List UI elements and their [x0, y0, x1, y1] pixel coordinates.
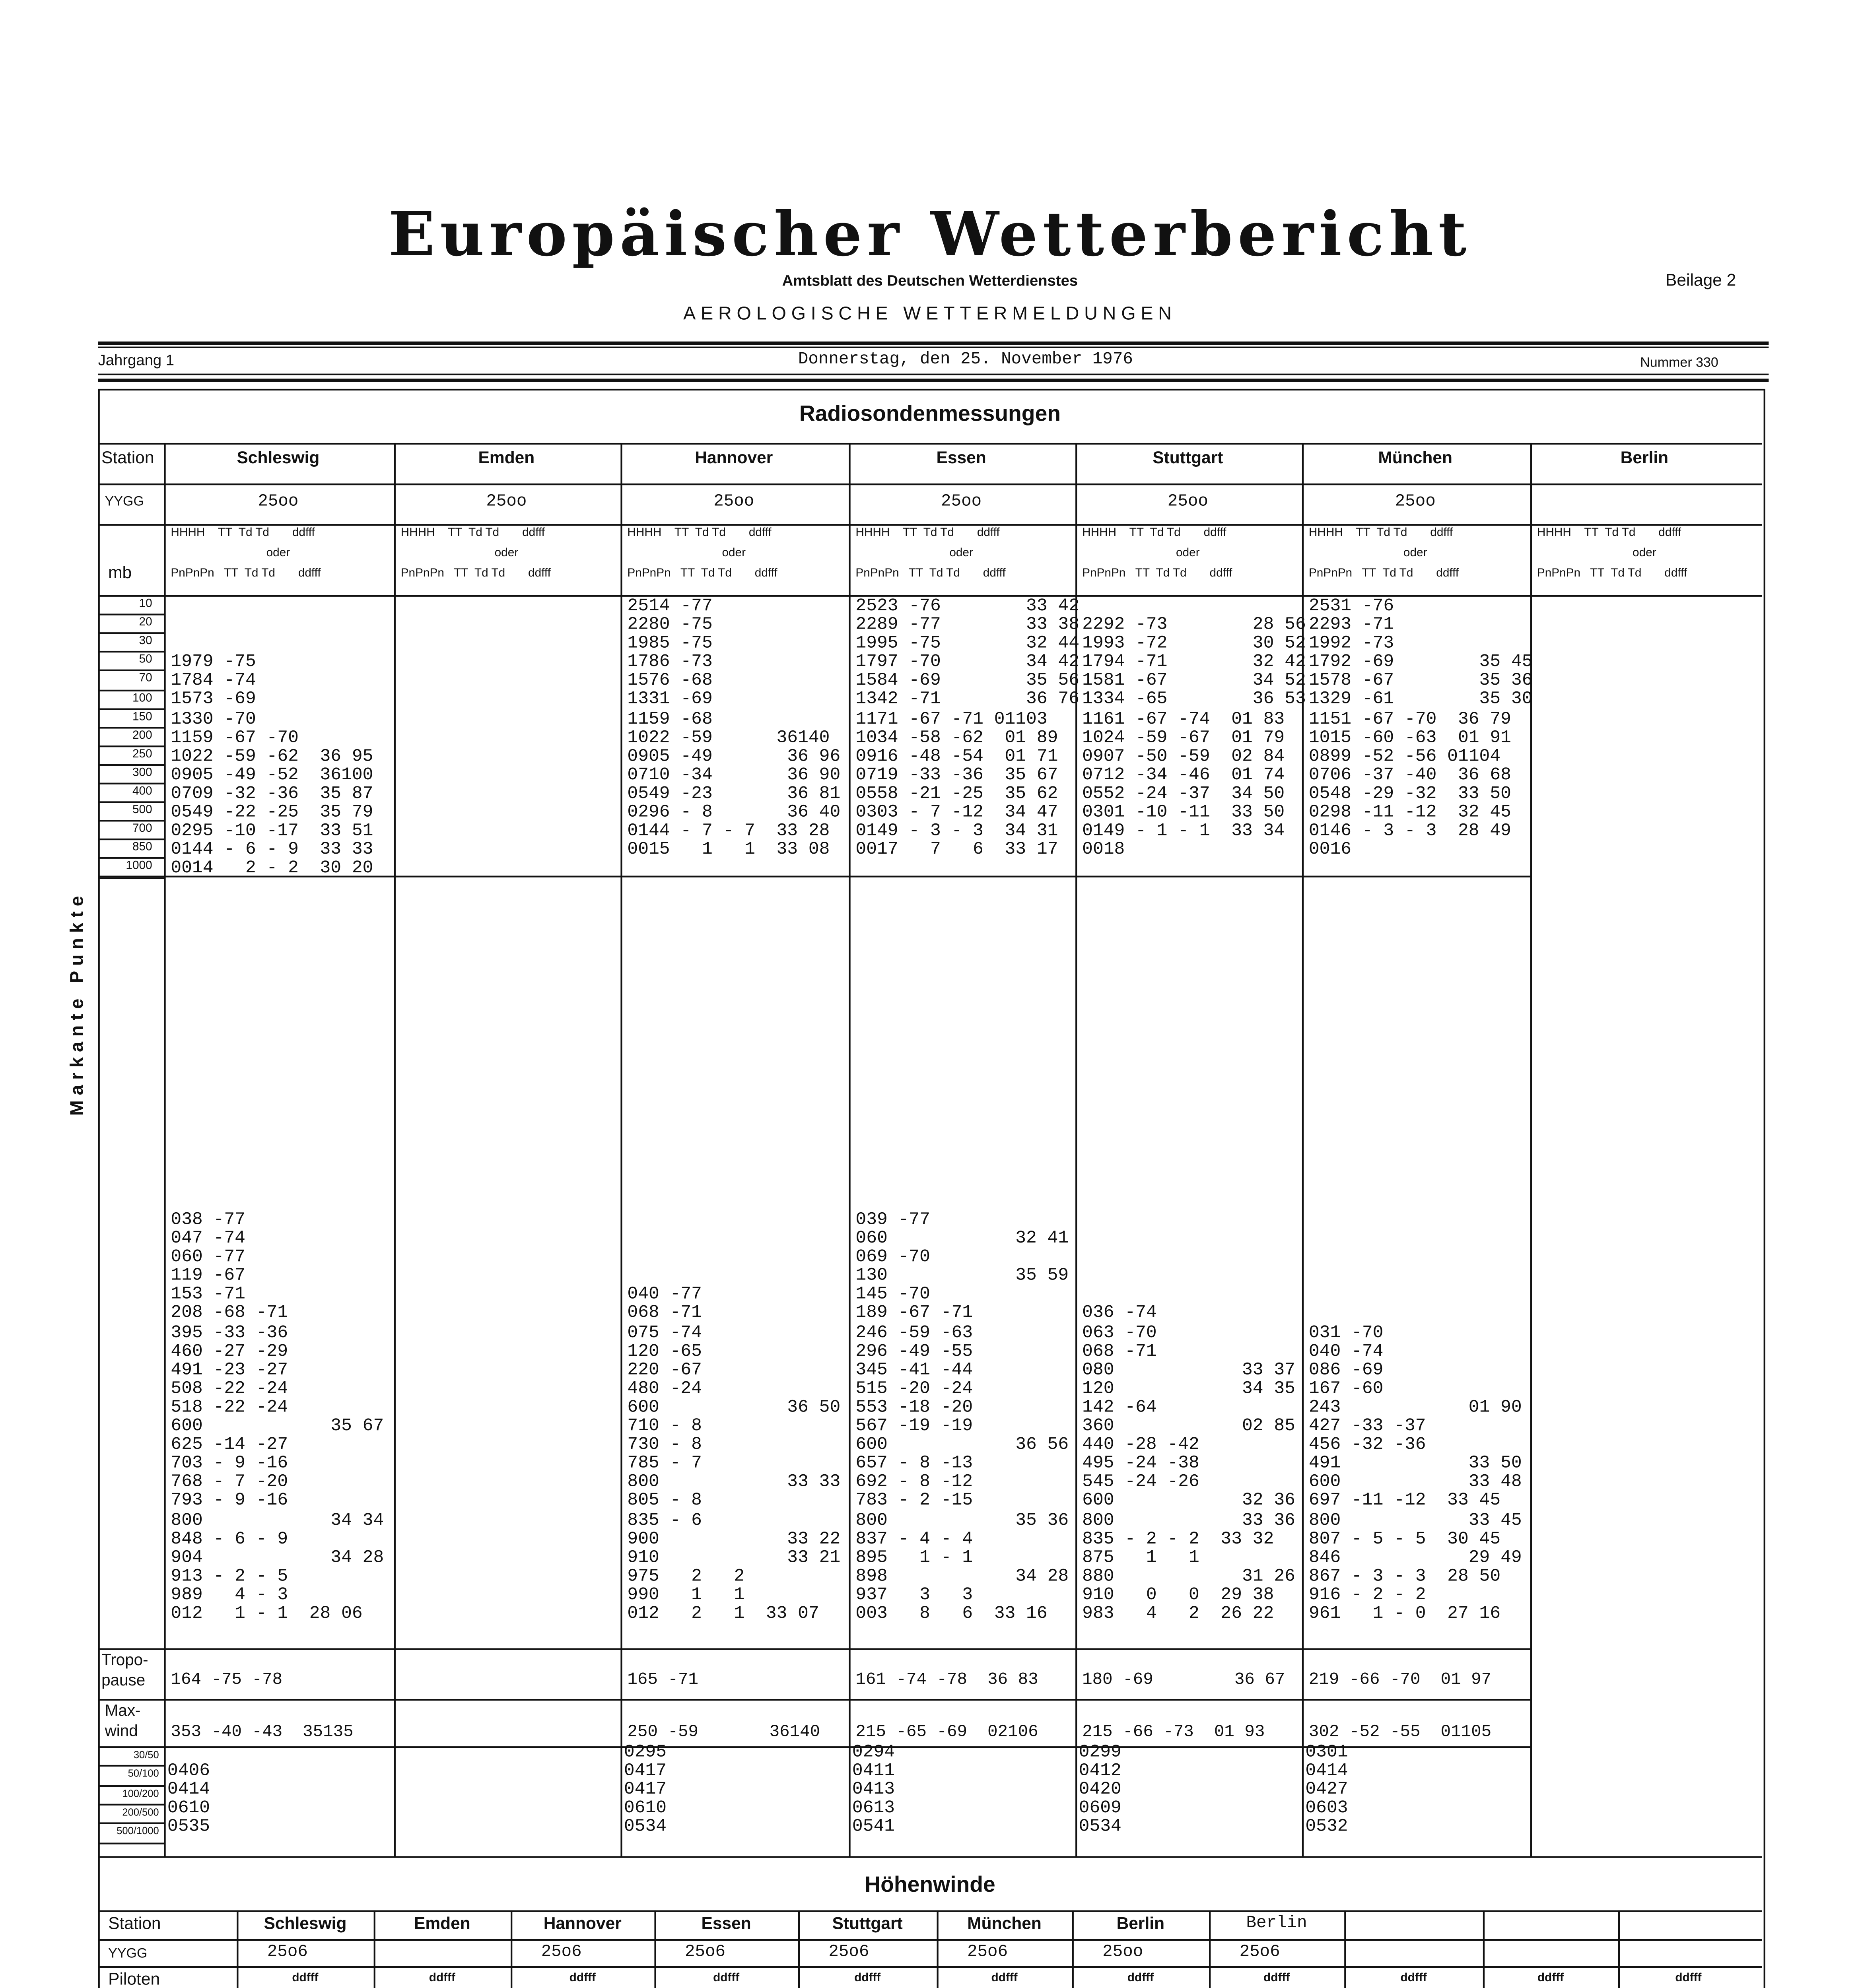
tropopause-5: 180 -69 36 67: [1082, 1672, 1285, 1691]
hw-ddfff-header: ddfff: [569, 1972, 596, 1985]
column-header-b: PnPnPn TT Td Td ddfff: [171, 568, 321, 580]
column-header-b: PnPnPn TT Td Td ddfff: [1537, 568, 1687, 580]
radiosonde-station-1: Schleswig: [237, 449, 320, 468]
thickness-1: 0406 0414 0610 0535: [167, 1761, 210, 1839]
pressure-level: 500: [132, 805, 152, 817]
hw-ddfff-header: ddfff: [713, 1972, 740, 1985]
tropopause-6: 219 -66 -70 01 97: [1308, 1672, 1492, 1691]
column-header-b: PnPnPn TT Td Td ddfff: [627, 568, 777, 580]
hw-ddfff-header: ddfff: [1263, 1972, 1290, 1985]
hw-ddfff-header: ddfff: [1537, 1972, 1564, 1985]
pressure-level: 20: [139, 617, 152, 629]
pressure-level: 10: [139, 598, 152, 610]
grid-line: [98, 1699, 1530, 1701]
hw-yygg-8: 25o6: [1239, 1944, 1280, 1963]
column-header-a: HHHH TT Td Td ddfff: [171, 527, 315, 540]
maxwind-6: 302 -52 -55 01105: [1308, 1724, 1492, 1743]
pressure-level: 400: [132, 786, 152, 798]
maxwind-5: 215 -66 -73 01 93: [1082, 1724, 1265, 1743]
pressure-level: 100: [132, 692, 152, 704]
mandatory-levels-3: 2514 -77 2280 -75 1985 -75 1786 -73 1576 -68 1331 -69 1159 -68 1022 -59 36140 0905 -49 36 96 0710 -34 36 90 0549 -23 36 81 0296 - 8 36 40 0144 - 7 - 7 33 28 0015 1 1 33 08: [627, 596, 841, 861]
thickness-5: 0299 0412 0420 0609 0534: [1079, 1743, 1121, 1839]
hw-ddfff-header: ddfff: [429, 1972, 455, 1985]
tropopause-1: 164 -75 -78: [171, 1672, 283, 1691]
thickness-6: 0301 0414 0427 0603 0532: [1305, 1743, 1348, 1839]
grid-line: [98, 1856, 1762, 1858]
section-heading: AEROLOGISCHE WETTERMELDUNGEN: [683, 304, 1177, 325]
column-header-a: HHHH TT Td Td ddfff: [627, 527, 772, 540]
pressure-level: 700: [132, 823, 152, 836]
hw-ddfff-header: ddfff: [991, 1972, 1018, 1985]
maxwind-label-2: wind: [105, 1722, 138, 1741]
maxwind-3: 250 -59 36140: [627, 1724, 820, 1743]
hw-ddfff-header: ddfff: [854, 1972, 881, 1985]
hw-yygg-7: 25oo: [1102, 1944, 1143, 1963]
hw-yygg-6: 25o6: [967, 1944, 1008, 1963]
hw-station-label: Station: [108, 1915, 161, 1934]
thickness-layer: 30/50: [133, 1751, 159, 1762]
significant-points-6: 031 -70 040 -74 086 -69 167 -60 243 01 90 427 -33 -37 456 -32 -36 491 33 50 600 33 48 697 -11 -12 33 45 800 33 45 807 - 5 - 5 30 45 846 29 49 867 - 3 - 3 28 50 916 - 2 - 2 961 1 - 0 27 16: [1308, 1323, 1522, 1625]
column-header-a: HHHH TT Td Td ddfff: [400, 527, 545, 540]
mandatory-levels-4: 2523 -76 33 42 2289 -77 33 38 1995 -75 32 44 1797 -70 34 42 1584 -69 35 56 1342 -71 36 76 1171 -67 -71 01103 1034 -58 -62 01 89 0916 -48 -54 01 71 0719 -33 -36 35 67 0558 -21 -25 35 62 0303 - 7 -12 34 47 0149 - 3 - 3 34 31 0017 7 6 33 17: [855, 596, 1080, 861]
column-header-oder: oder: [266, 547, 290, 560]
tropopause-label: Tropo-: [101, 1652, 148, 1670]
hw-yygg-3: 25o6: [541, 1944, 582, 1963]
column-header-oder: oder: [1176, 547, 1200, 560]
radiosonde-title: Radiosondenmessungen: [799, 400, 1061, 426]
pressure-level: 1000: [126, 861, 152, 873]
tropopause-4: 161 -74 -78 36 83: [855, 1672, 1038, 1691]
radiosonde-station-4: Essen: [936, 449, 986, 468]
issue-number: Nummer 330: [1640, 355, 1718, 371]
hw-yygg-5: 25o6: [828, 1944, 869, 1963]
mandatory-levels-1: 1979 -75 1784 -74 1573 -69 1330 -70 1159 -67 -70 1022 -59 -62 36 95 0905 -49 -52 36100 0709 -32 -36 35 87 0549 -22 -25 35 79 0295 -10 -17 33 51 0144 - 6 - 9 33 33 0014 2 - 2 30 20: [171, 653, 373, 880]
pressure-level: 150: [132, 711, 152, 723]
pressure-level: 850: [132, 842, 152, 854]
significant-points-3: 040 -77 068 -71 075 -74 120 -65 220 -67 480 -24 600 36 50 710 - 8 730 - 8 785 - 7 800 33 33 805 - 8 835 - 6 900 33 22 910 33 21 975 2 2 990 1 1 012 2 1 33 07: [627, 1285, 841, 1625]
column-header-oder: oder: [722, 547, 746, 560]
hw-station-8: Berlin: [1246, 1915, 1307, 1934]
hw-station-3: Hannover: [543, 1915, 622, 1934]
tropopause-label-2: pause: [101, 1672, 146, 1691]
hw-station-6: München: [967, 1915, 1042, 1934]
pressure-level: 200: [132, 730, 152, 742]
column-header-oder: oder: [494, 547, 519, 560]
radiosonde-station-6: München: [1378, 449, 1453, 468]
grid-line: [620, 443, 622, 1856]
grid-line: [98, 1939, 1762, 1941]
issue-date: Donnerstag, den 25. November 1976: [798, 351, 1133, 371]
thickness-layer: 500/1000: [117, 1827, 159, 1838]
maxwind-1: 353 -40 -43 35135: [171, 1724, 354, 1743]
hw-ddfff-header: ddfff: [1675, 1972, 1702, 1985]
grid-line: [849, 443, 850, 1856]
supplement-number: Beilage 2: [1666, 272, 1736, 291]
maxwind-4: 215 -65 -69 02106: [855, 1724, 1038, 1743]
significant-points-5: 036 -74 063 -70 068 -71 080 33 37 120 34 35 142 -64 360 02 85 440 -28 -42 495 -24 -38 545 -24 -26 600 32 36 800 33 36 835 - 2 - 2 33 32 875 1 1 880 31 26 910 0 0 29 38 983 4 2 26 22: [1082, 1304, 1296, 1625]
volume-label: Jahrgang 1: [98, 351, 175, 369]
column-header-oder: oder: [1403, 547, 1427, 560]
column-header-b: PnPnPn TT Td Td ddfff: [855, 568, 1006, 580]
hw-yygg-4: 25o6: [684, 1944, 726, 1963]
yygg-label: YYGG: [105, 493, 144, 509]
hw-station-7: Berlin: [1116, 1915, 1165, 1934]
rule-top-thin: [98, 347, 1769, 348]
upper-winds-title: Höhenwinde: [865, 1871, 995, 1897]
thickness-layer: 100/200: [122, 1789, 159, 1800]
thickness-layer: 200/500: [122, 1808, 159, 1819]
tropopause-3: 165 -71: [627, 1672, 699, 1691]
grid-line: [98, 524, 1762, 526]
hw-piloten-label: Piloten: [108, 1971, 160, 1988]
column-header-b: PnPnPn TT Td Td ddfff: [1308, 568, 1459, 580]
radiosonde-yygg-4: 25oo: [941, 493, 982, 513]
report-subtitle: Amtsblatt des Deutschen Wetterdienstes: [782, 272, 1078, 289]
radiosonde-station-7: Berlin: [1620, 449, 1669, 468]
radiosonde-yygg-6: 25oo: [1395, 493, 1436, 513]
hw-ddfff-header: ddfff: [292, 1972, 319, 1985]
grid-line: [98, 1966, 1762, 1968]
grid-line: [98, 483, 1762, 485]
thickness-layer: 50/100: [128, 1770, 159, 1781]
maxwind-label: Max-: [105, 1702, 141, 1721]
grid-line: [98, 1648, 1530, 1650]
thickness-4: 0294 0411 0413 0613 0541: [852, 1743, 895, 1839]
hw-ddfff-header: ddfff: [1400, 1972, 1427, 1985]
radiosonde-yygg-1: 25oo: [258, 493, 299, 513]
column-header-a: HHHH TT Td Td ddfff: [855, 527, 1000, 540]
grid-line: [98, 443, 1762, 445]
column-header-b: PnPnPn TT Td Td ddfff: [1082, 568, 1232, 580]
hw-station-4: Essen: [701, 1915, 751, 1934]
radiosonde-yygg-2: 25oo: [486, 493, 527, 513]
significant-points-label: Markante Punkte: [68, 891, 88, 1116]
radiosonde-station-3: Hannover: [695, 449, 773, 468]
hw-station-1: Schleswig: [264, 1915, 347, 1934]
pressure-level: 250: [132, 748, 152, 761]
rule-under-date-thick: [98, 379, 1769, 382]
column-header-oder: oder: [949, 547, 973, 560]
grid-line: [98, 1910, 1762, 1912]
hw-station-5: Stuttgart: [832, 1915, 903, 1934]
thickness-3: 0295 0417 0417 0610 0534: [624, 1743, 667, 1839]
hw-yygg-label: YYGG: [108, 1945, 148, 1961]
column-header-a: HHHH TT Td Td ddfff: [1537, 527, 1681, 540]
significant-points-1: 038 -77 047 -74 060 -77 119 -67 153 -71 208 -68 -71 395 -33 -36 460 -27 -29 491 -23 -27 508 -22 -24 518 -22 -24 600 35 67 625 -14 -27 703 - 9 -16 768 - 7 -20 793 - 9 -16 800 34 34 848 - 6 - 9 904 34 28 913 - 2 - 5 989 4 - 3 012 1 - 1 28 06: [171, 1210, 384, 1625]
column-header-oder: oder: [1633, 547, 1656, 560]
mb-label: mb: [108, 565, 132, 583]
column-header-a: HHHH TT Td Td ddfff: [1308, 527, 1453, 540]
grid-line: [164, 443, 165, 1856]
rule-top: [98, 342, 1769, 345]
pressure-level: 70: [139, 673, 152, 685]
column-header-a: HHHH TT Td Td ddfff: [1082, 527, 1226, 540]
radiosonde-yygg-5: 25oo: [1167, 493, 1208, 513]
radiosonde-yygg-3: 25oo: [713, 493, 754, 513]
grid-line: [394, 443, 396, 1856]
hw-yygg-1: 25o6: [267, 1944, 308, 1963]
pressure-level: 300: [132, 767, 152, 779]
pressure-level: 30: [139, 636, 152, 648]
column-header-b: PnPnPn TT Td Td ddfff: [400, 568, 551, 580]
hw-ddfff-header: ddfff: [1127, 1972, 1154, 1985]
pressure-level: 50: [139, 654, 152, 667]
report-title: Europäischer Wetterbericht: [388, 199, 1472, 271]
hw-station-2: Emden: [414, 1915, 470, 1934]
significant-points-4: 039 -77 060 32 41 069 -70 130 35 59 145 -70 189 -67 -71 246 -59 -63 296 -49 -55 345 -41 -44 515 -20 -24 553 -18 -20 567 -19 -19 600 36 56 657 - 8 -13 692 - 8 -12 783 - 2 -15 800 35 36 837 - 4 - 4 895 1 - 1 898 34 28 937 3 3 003 8 6 33 16: [855, 1210, 1069, 1625]
radiosonde-station-2: Emden: [478, 449, 535, 468]
mandatory-levels-5: 2292 -73 28 56 1993 -72 30 52 1794 -71 32 42 1581 -67 34 52 1334 -65 36 53 1161 -67 -74 01 83 1024 -59 -67 01 79 0907 -50 -59 02 84 0712 -34 -46 01 74 0552 -24 -37 34 50 0301 -10 -11 33 50 0149 - 1 - 1 33 34 0018: [1082, 615, 1306, 861]
station-label: Station: [101, 449, 154, 468]
radiosonde-station-5: Stuttgart: [1153, 449, 1223, 468]
rule-under-date: [98, 374, 1769, 375]
mandatory-levels-6: 2531 -76 2293 -71 1992 -73 1792 -69 35 45 1578 -67 35 36 1329 -61 35 30 1151 -67 -70 36 79 1015 -60 -63 01 91 0899 -52 -56 01104 0706 -37 -40 36 68 0548 -29 -32 33 50 0298 -11 -12 32 45 0146 - 3 - 3 28 49 0016: [1308, 596, 1533, 861]
